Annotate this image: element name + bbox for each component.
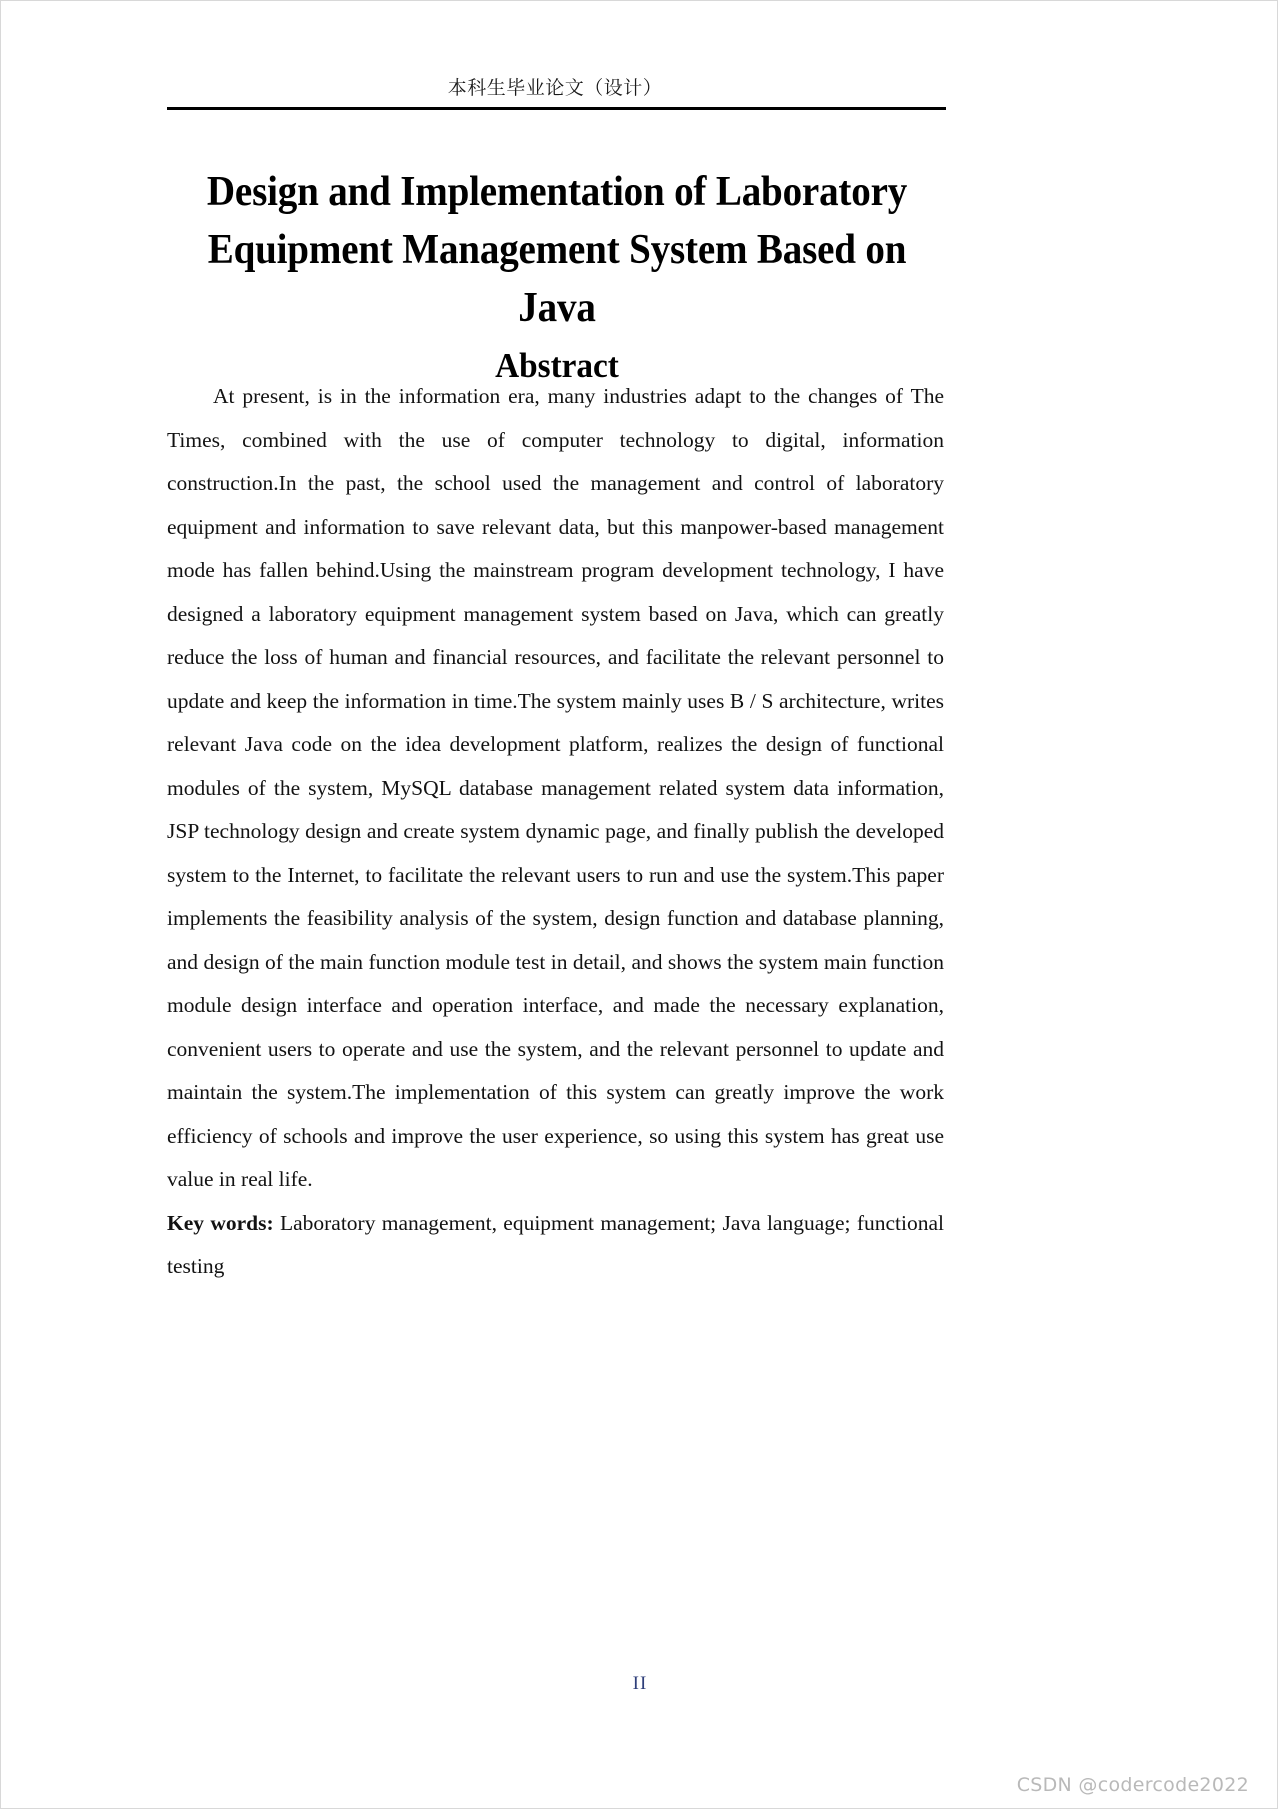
abstract-body: [167, 375, 944, 1289]
csdn-watermark: CSDN @codercode2022: [1016, 1774, 1249, 1796]
abstract-heading: Abstract: [495, 346, 619, 386]
page-title: Design and Implementation of Laboratory Equipment Management System Based on Java: [206, 169, 908, 332]
header-divider-rule: [167, 107, 946, 110]
running-header: 本科生毕业论文（设计）: [447, 77, 663, 99]
page-number: II: [632, 1673, 648, 1694]
keywords-value: Laboratory management, equipment management; Java language; functional testing: [167, 1210, 944, 1278]
abstract-paragraph: At present, is in the information era, many industries adapt to the changes of The Times, combined with the use of computer technology to digital, information construction.In the past, the school used the management and control of laboratory equipment and information to save relevant data, but this manpower-based management mode has fallen behind.Using the mainstream program development technology, I have designed a laboratory equipment management system based on Java, which can greatly reduce the loss of human and financial resources, and facilitate the relevant personnel to update and keep the information in time.The system mainly uses B / S architecture, writes relevant Java code on the idea development platform, realizes the design of functional modules of the system, MySQL database management related system data information, JSP technology design and create system dynamic page, and finally publish the developed system to the Internet, to facilitate the relevant users to run and use the system.This paper implements the feasibility analysis of the system, design function and database planning, and design of the main function module test in detail, and shows the system main function module design interface and operation interface, and made the necessary explanation, convenient users to operate and use the system, and the relevant personnel to update and maintain the system.The implementation of this system can greatly improve the work efficiency of schools and improve the user experience, so using this system has great use value in real life.: [167, 384, 944, 1191]
keywords-label: Key words:: [167, 1210, 274, 1235]
keywords-line: [167, 1202, 944, 1289]
